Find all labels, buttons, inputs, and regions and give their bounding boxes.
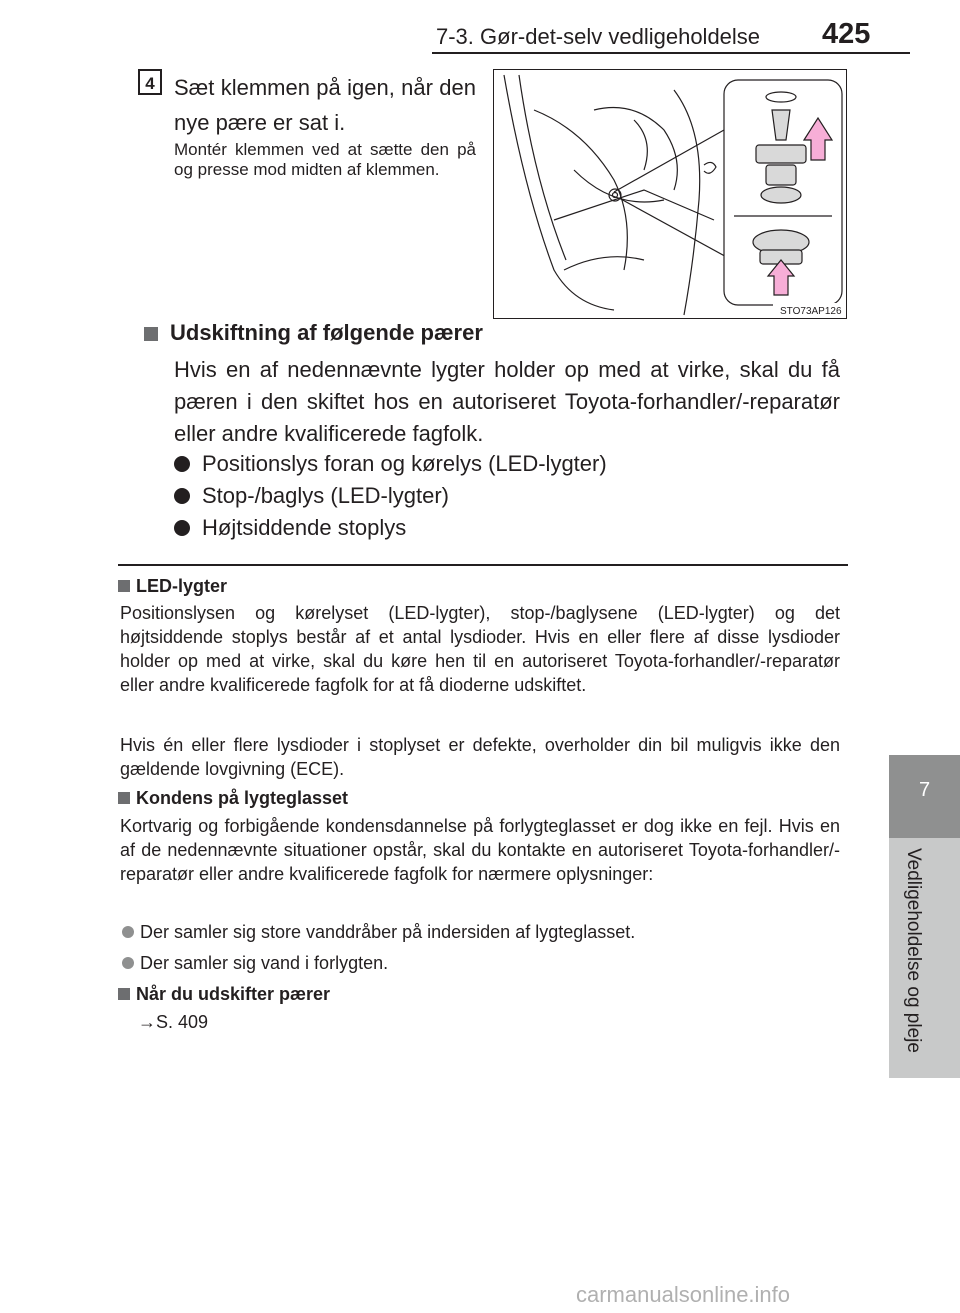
dot-bullet-icon	[174, 520, 190, 536]
square-bullet-icon	[118, 580, 130, 592]
dot-bullet-icon	[122, 926, 134, 938]
step-instruction: Sæt klemmen på igen, når den nye pære er sat i.	[174, 75, 476, 135]
dot-bullet-icon	[122, 957, 134, 969]
note-led-paragraph-2: Hvis én eller flere lysdioder i stoplyset er defekte, overholder din bil muligvis ikke den gældende lovgivning (ECE).	[120, 735, 840, 779]
footer-watermark: carmanualsonline.info	[576, 1282, 791, 1307]
clip-illustration-drawing	[494, 70, 846, 318]
bullet-item: Højtsiddende stoplys	[174, 515, 406, 541]
figure-code: STO73AP126	[780, 306, 842, 317]
square-bullet-icon	[118, 792, 130, 804]
dot-bullet-icon	[174, 456, 190, 472]
note-bullet-item: Der samler sig vand i forlygten.	[122, 953, 388, 974]
arrow-right-icon: →	[138, 1012, 156, 1032]
chapter-tab-label-box	[889, 838, 960, 1078]
bullet-item: Stop-/baglys (LED-lygter)	[174, 483, 449, 509]
chapter-tab-number: 7	[889, 755, 960, 838]
note-heading-condens: Kondens på lygteglasset	[118, 788, 348, 809]
section-divider	[118, 564, 848, 566]
section-body: Hvis en af nedennævnte lygter holder op med at virke, skal du få pæren i den skiftet hos en autoriseret Toyota-forhandler/-reparatør eller andre kvalificerede fagfolk.	[174, 357, 840, 446]
section-heading-text: Udskiftning af følgende pærer	[170, 320, 483, 345]
note-heading-replace: Når du udskifter pærer	[118, 984, 330, 1005]
note-led-paragraph-1: Positionslysen og kørelyset (LED-lygter), stop-/baglysene (LED-lygter) og det højtsiddende stoplys består af et antal lysdioder. Hvis en eller flere af disse lysdioder holder op med at virke, skal du køre hen til en autoriseret Toyota-forhandler/-reparatør eller andre kvalificerede fagfolk for at få dioderne udskiftet.	[120, 603, 840, 695]
clip-illustration	[493, 69, 847, 319]
page-number: 425	[822, 18, 871, 50]
step-detail: Montér klemmen ved at sætte den på og presse mod midten af klemmen.	[174, 140, 476, 179]
note-heading-led: LED-lygter	[118, 576, 227, 597]
note-condens-paragraph: Kortvarig og forbigående kondensdannelse på forlygteglasset er dog ikke en fejl. Hvis en af de nedennævnte situationer opstår, skal du kontakte en autoriseret Toyota-forhandler/-reparatør eller andre kvalificerede fagfolk for nærmere oplysninger:	[120, 816, 840, 884]
header-rule	[432, 52, 910, 54]
dot-bullet-icon	[174, 488, 190, 504]
running-header-section: 7-3. Gør-det-selv vedligeholdelse	[436, 24, 761, 49]
page-reference-link[interactable]: →S. 409	[138, 1012, 209, 1032]
note-bullet-item: Der samler sig store vanddråber på indersiden af lygteglasset.	[122, 922, 635, 943]
bullet-item: Positionslys foran og kørelys (LED-lygter)	[174, 451, 607, 477]
square-bullet-icon	[144, 327, 158, 341]
section-heading	[144, 320, 483, 346]
step-number-box: 4	[138, 69, 162, 95]
chapter-tab-label: Vedligeholdelse og pleje	[903, 848, 924, 1053]
square-bullet-icon	[118, 988, 130, 1000]
